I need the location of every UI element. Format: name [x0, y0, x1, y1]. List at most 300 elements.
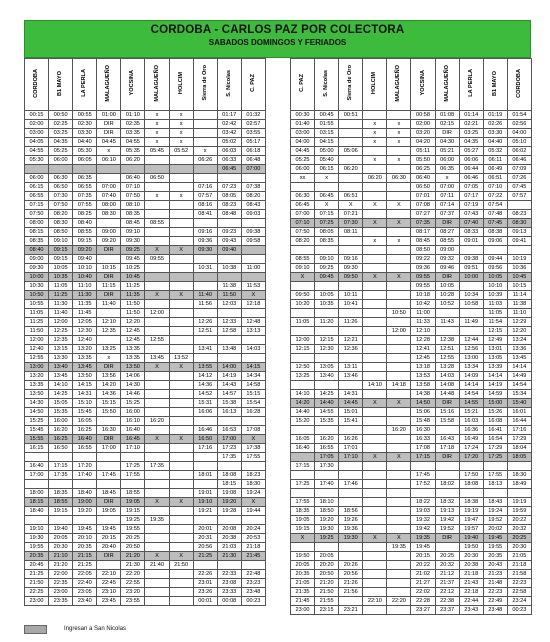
table-cell [169, 579, 193, 588]
table-cell: 16:26 [339, 435, 363, 444]
column-header [97, 59, 121, 111]
table-cell [97, 165, 121, 174]
table-row [291, 246, 532, 255]
table-cell: 19:42 [411, 524, 435, 533]
table-cell: 09:15 [49, 246, 73, 255]
table-cell: 08:30 [49, 219, 73, 228]
table-cell: 16:20 [49, 426, 73, 435]
table-cell: 11:43 [435, 318, 459, 327]
table-cell: X [363, 219, 387, 228]
left-header-row [25, 59, 266, 111]
table-row [291, 417, 532, 426]
table-cell [145, 210, 169, 219]
table-row [25, 120, 266, 129]
table-cell: 22:12 [435, 587, 459, 596]
table-cell: 10:00 [459, 273, 483, 282]
page-subtitle: SABADOS DOMINGOS Y FERIADOS [208, 38, 347, 47]
table-cell: x [169, 120, 193, 129]
table-cell: X [169, 246, 193, 255]
table-row [291, 354, 532, 363]
table-cell: 08:33 [459, 228, 483, 237]
table-cell [387, 605, 411, 614]
table-cell: 08:25 [73, 210, 97, 219]
table-cell: 08:55 [435, 237, 459, 246]
table-cell [363, 587, 387, 596]
table-cell: 13:45 [73, 363, 97, 372]
table-cell: 11:40 [193, 291, 217, 300]
table-row [291, 138, 532, 147]
table-cell: 12:45 [121, 327, 145, 336]
table-cell [363, 435, 387, 444]
table-cell [169, 381, 193, 390]
table-cell: 19:36 [339, 524, 363, 533]
table-cell: 20:08 [217, 525, 241, 534]
table-cell: 11:03 [483, 300, 507, 309]
table-cell [97, 462, 121, 471]
table-row [25, 138, 266, 147]
table-cell: 23:24 [507, 596, 531, 605]
table-cell [387, 336, 411, 345]
table-cell: 16:40 [291, 444, 315, 453]
table-cell: 02:26 [483, 120, 507, 129]
table-cell [435, 327, 459, 336]
table-cell [145, 183, 169, 192]
table-cell: 17:29 [483, 444, 507, 453]
table-cell: x [363, 129, 387, 138]
table-cell: 17:08 [241, 426, 265, 435]
table-cell: 12:51 [193, 327, 217, 336]
table-cell: 03:25 [49, 129, 73, 138]
table-cell: 08:30 [97, 210, 121, 219]
table-cell: 19:40 [459, 533, 483, 542]
table-row [291, 578, 532, 587]
table-row [25, 444, 266, 453]
table-cell: 14:55 [459, 399, 483, 408]
table-cell: 12:28 [411, 336, 435, 345]
table-cell: 14:59 [483, 390, 507, 399]
table-cell: 21:18 [459, 569, 483, 578]
table-cell: 05:27 [459, 147, 483, 156]
table-cell: 14:49 [507, 372, 531, 381]
table-cell [193, 129, 217, 138]
table-cell [25, 516, 49, 525]
table-cell: 14:00 [217, 363, 241, 372]
table-cell: 15:16 [435, 408, 459, 417]
table-cell: 14:34 [241, 372, 265, 381]
table-cell: 21:18 [241, 543, 265, 552]
table-cell [145, 228, 169, 237]
table-cell: 09:56 [483, 264, 507, 273]
table-cell: 13:13 [241, 327, 265, 336]
table-row [291, 264, 532, 273]
table-cell [387, 578, 411, 587]
table-cell [387, 318, 411, 327]
table-cell [145, 201, 169, 210]
table-cell: 19:15 [49, 507, 73, 516]
table-cell: 06:35 [435, 165, 459, 174]
table-row [25, 597, 266, 606]
table-cell: 01:17 [217, 111, 241, 120]
table-cell [315, 354, 339, 363]
table-cell: x [97, 354, 121, 363]
column-header-label: B1 MAYO [491, 70, 498, 96]
table-cell: 21:35 [291, 587, 315, 596]
table-cell: 11:40 [97, 300, 121, 309]
table-cell: 18:32 [435, 497, 459, 506]
table-row [25, 372, 266, 381]
table-cell: 11:54 [483, 318, 507, 327]
table-cell: 06:11 [483, 156, 507, 165]
table-cell: 19:01 [193, 489, 217, 498]
table-cell: 12:40 [25, 345, 49, 354]
table-cell: 07:48 [483, 210, 507, 219]
table-cell [387, 462, 411, 471]
table-cell: 15:15 [241, 390, 265, 399]
table-cell: X [291, 273, 315, 282]
table-cell: 22:05 [73, 570, 97, 579]
table-cell [121, 453, 145, 462]
table-cell [169, 543, 193, 552]
table-cell: 19:21 [193, 507, 217, 516]
table-cell [145, 597, 169, 606]
table-cell [121, 165, 145, 174]
column-header [291, 59, 315, 111]
table-cell: 07:17 [459, 192, 483, 201]
table-cell: DIR [435, 129, 459, 138]
table-cell [241, 516, 265, 525]
table-cell: 17:24 [459, 444, 483, 453]
table-cell: 17:25 [483, 453, 507, 462]
table-cell [169, 471, 193, 480]
table-cell: 12:30 [315, 345, 339, 354]
table-cell [363, 300, 387, 309]
table-cell: 14:50 [411, 399, 435, 408]
table-cell: 16:36 [459, 426, 483, 435]
table-cell [193, 480, 217, 489]
table-cell: 19:59 [507, 506, 531, 515]
table-cell: 18:45 [97, 489, 121, 498]
table-cell: 00:55 [73, 111, 97, 120]
table-cell: X [387, 399, 411, 408]
table-cell [435, 462, 459, 471]
table-cell [193, 255, 217, 264]
table-row [291, 524, 532, 533]
column-header [435, 59, 459, 111]
table-cell: 07:25 [315, 219, 339, 228]
table-cell [339, 551, 363, 560]
table-cell: 05:06 [339, 147, 363, 156]
table-cell: 06:00 [25, 174, 49, 183]
table-cell: 15:41 [339, 417, 363, 426]
table-cell: 16:08 [483, 417, 507, 426]
table-cell: 09:30 [25, 264, 49, 273]
table-cell: 17:23 [217, 444, 241, 453]
column-header [145, 59, 169, 111]
table-cell: 21:50 [25, 579, 49, 588]
table-cell: 12:30 [73, 327, 97, 336]
table-cell: 21:25 [73, 561, 97, 570]
table-cell: 11:25 [49, 291, 73, 300]
table-cell: 06:30 [49, 174, 73, 183]
table-row [291, 587, 532, 596]
table-row [291, 372, 532, 381]
table-cell: 01:19 [483, 111, 507, 120]
table-cell: 22:10 [97, 570, 121, 579]
table-cell: 10:34 [459, 291, 483, 300]
table-cell: 18:08 [459, 480, 483, 489]
table-row [25, 318, 266, 327]
table-cell: 20:20 [315, 560, 339, 569]
table-cell: 14:15 [73, 381, 97, 390]
table-cell: 06:35 [73, 174, 97, 183]
table-cell [97, 309, 121, 318]
right-header-row [291, 59, 532, 111]
table-cell [363, 354, 387, 363]
table-cell: 22:55 [121, 579, 145, 588]
table-cell [169, 489, 193, 498]
table-cell [169, 372, 193, 381]
table-cell: 13:20 [25, 372, 49, 381]
table-cell: 16:54 [483, 435, 507, 444]
table-cell: 14:12 [193, 372, 217, 381]
table-cell [291, 354, 315, 363]
table-cell: 17:46 [339, 480, 363, 489]
table-cell: 22:25 [25, 588, 49, 597]
legend-swatch [24, 625, 47, 634]
table-cell: 10:41 [339, 300, 363, 309]
table-cell [291, 309, 315, 318]
table-cell: 10:15 [97, 264, 121, 273]
column-header-label: CORDOBA [515, 68, 522, 98]
table-cell: 06:00 [291, 165, 315, 174]
table-cell: 06:46 [507, 156, 531, 165]
table-cell [169, 516, 193, 525]
table-cell [363, 345, 387, 354]
table-cell: 06:20 [339, 165, 363, 174]
table-cell: X [363, 201, 387, 210]
table-row-san-nicolas [291, 219, 532, 228]
table-cell: 19:52 [435, 524, 459, 533]
table-cell: 05:32 [483, 147, 507, 156]
table-cell: 15:35 [49, 408, 73, 417]
table-cell: 08:50 [411, 246, 435, 255]
table-cell [217, 354, 241, 363]
table-cell: 05:40 [315, 156, 339, 165]
table-cell: 11:45 [73, 309, 97, 318]
column-header-label: HOLCIM [177, 71, 184, 95]
table-cell: 23:48 [241, 588, 265, 597]
table-cell: 09:30 [339, 264, 363, 273]
table-cell [145, 372, 169, 381]
table-cell: 09:41 [507, 237, 531, 246]
table-cell: 11:50 [121, 309, 145, 318]
table-cell: 07:16 [193, 183, 217, 192]
table-row [291, 596, 532, 605]
table-cell: 18:15 [25, 498, 49, 507]
table-cell [435, 309, 459, 318]
table-cell: 11:10 [507, 309, 531, 318]
table-cell: 12:18 [241, 300, 265, 309]
table-cell: 19:05 [291, 515, 315, 524]
table-row [291, 444, 532, 453]
table-cell: 11:30 [49, 300, 73, 309]
table-cell: X [145, 363, 169, 372]
table-cell [363, 183, 387, 192]
table-cell: 19:15 [121, 507, 145, 516]
table-cell: 16:01 [507, 408, 531, 417]
table-row [25, 489, 266, 498]
table-cell: 20:31 [193, 534, 217, 543]
table-cell: 14:54 [459, 390, 483, 399]
table-cell: 07:21 [339, 210, 363, 219]
table-cell: 10:50 [25, 291, 49, 300]
table-cell: 03:30 [73, 129, 97, 138]
table-cell: 02:21 [459, 120, 483, 129]
table-row [25, 390, 266, 399]
table-cell [363, 462, 387, 471]
table-cell: 08:20 [49, 210, 73, 219]
table-cell: 17:15 [49, 462, 73, 471]
table-cell: 21:27 [411, 578, 435, 587]
table-cell: 03:20 [411, 129, 435, 138]
table-cell: DIR [97, 120, 121, 129]
table-cell [169, 210, 193, 219]
table-cell: 00:15 [25, 111, 49, 120]
table-cell: 19:35 [411, 533, 435, 542]
table-cell [145, 579, 169, 588]
table-cell [339, 309, 363, 318]
table-cell: 06:51 [339, 192, 363, 201]
table-cell: 17:55 [483, 471, 507, 480]
table-cell: 16:03 [459, 417, 483, 426]
table-cell: 08:23 [217, 201, 241, 210]
table-cell: 20:25 [507, 533, 531, 542]
table-cell: 19:08 [217, 489, 241, 498]
table-cell [217, 336, 241, 345]
table-cell: 09:23 [217, 228, 241, 237]
table-cell [363, 111, 387, 120]
table-cell [459, 246, 483, 255]
table-cell: 00:58 [411, 111, 435, 120]
table-cell: 19:13 [435, 506, 459, 515]
table-cell: 13:39 [483, 363, 507, 372]
table-cell [145, 534, 169, 543]
table-cell [339, 489, 363, 498]
legend-label: Ingresan a San Nicolas [64, 626, 127, 632]
table-cell: 06:50 [145, 174, 169, 183]
table-cell: 21:30 [217, 552, 241, 561]
table-cell: 07:08 [411, 201, 435, 210]
table-cell [169, 228, 193, 237]
table-cell: 15:34 [507, 390, 531, 399]
column-header [507, 59, 531, 111]
table-cell: x [435, 174, 459, 183]
table-cell [49, 165, 73, 174]
table-cell: 13:45 [507, 354, 531, 363]
table-row [25, 228, 266, 237]
table-row [291, 327, 532, 336]
table-row [25, 408, 266, 417]
table-cell: 20:30 [49, 543, 73, 552]
table-cell: 17:10 [121, 444, 145, 453]
table-cell: X [363, 453, 387, 462]
table-cell: 09:16 [193, 228, 217, 237]
table-cell [387, 300, 411, 309]
table-cell: 10:05 [483, 273, 507, 282]
table-cell [459, 462, 483, 471]
table-cell [363, 569, 387, 578]
table-cell: 11:25 [25, 318, 49, 327]
table-row [25, 417, 266, 426]
table-cell: 10:39 [483, 291, 507, 300]
table-row [25, 264, 266, 273]
table-cell [241, 336, 265, 345]
table-cell: 08:15 [25, 228, 49, 237]
column-header [25, 59, 49, 111]
table-cell [507, 489, 531, 498]
table-cell: X [169, 552, 193, 561]
table-cell [169, 570, 193, 579]
column-header-label: Sierra de Oro [347, 65, 354, 101]
table-cell: 06:51 [483, 174, 507, 183]
table-row [25, 147, 266, 156]
table-cell: x [387, 129, 411, 138]
table-cell: 16:40 [25, 462, 49, 471]
table-cell: 06:00 [435, 156, 459, 165]
table-cell: 16:20 [315, 435, 339, 444]
table-row [291, 111, 532, 120]
table-cell: 10:50 [387, 309, 411, 318]
table-cell [49, 516, 73, 525]
table-cell: 15:48 [411, 417, 435, 426]
table-cell: 11:50 [25, 327, 49, 336]
table-cell: 21:10 [49, 552, 73, 561]
table-cell: 14:58 [241, 381, 265, 390]
table-cell: 12:00 [145, 309, 169, 318]
table-cell: DIR [435, 399, 459, 408]
table-cell [241, 561, 265, 570]
table-cell [435, 426, 459, 435]
table-cell: 11:10 [73, 282, 97, 291]
table-cell [387, 183, 411, 192]
table-cell [145, 237, 169, 246]
table-cell: 11:38 [217, 282, 241, 291]
table-cell [241, 273, 265, 282]
table-cell: 23:27 [411, 605, 435, 614]
table-cell: 09:01 [459, 237, 483, 246]
table-cell [291, 489, 315, 498]
table-cell: 13:48 [217, 345, 241, 354]
table-cell: 04:40 [73, 138, 97, 147]
table-row [25, 453, 266, 462]
table-cell: 02:30 [73, 120, 97, 129]
table-cell: 02:15 [435, 120, 459, 129]
table-cell: 18:56 [339, 506, 363, 515]
table-cell: 08:45 [121, 219, 145, 228]
table-cell: 08:55 [73, 228, 97, 237]
page-title: CORDOBA - CARLOS PAZ POR COLECTORA [150, 24, 405, 36]
table-cell: 05:45 [145, 147, 169, 156]
table-cell: x [363, 237, 387, 246]
table-cell: 20:43 [483, 560, 507, 569]
table-cell: x [169, 138, 193, 147]
table-cell [169, 453, 193, 462]
table-cell: 10:18 [411, 291, 435, 300]
table-cell: 16:06 [193, 408, 217, 417]
table-cell [315, 471, 339, 480]
table-cell: 19:10 [193, 498, 217, 507]
table-cell: 06:10 [97, 156, 121, 165]
